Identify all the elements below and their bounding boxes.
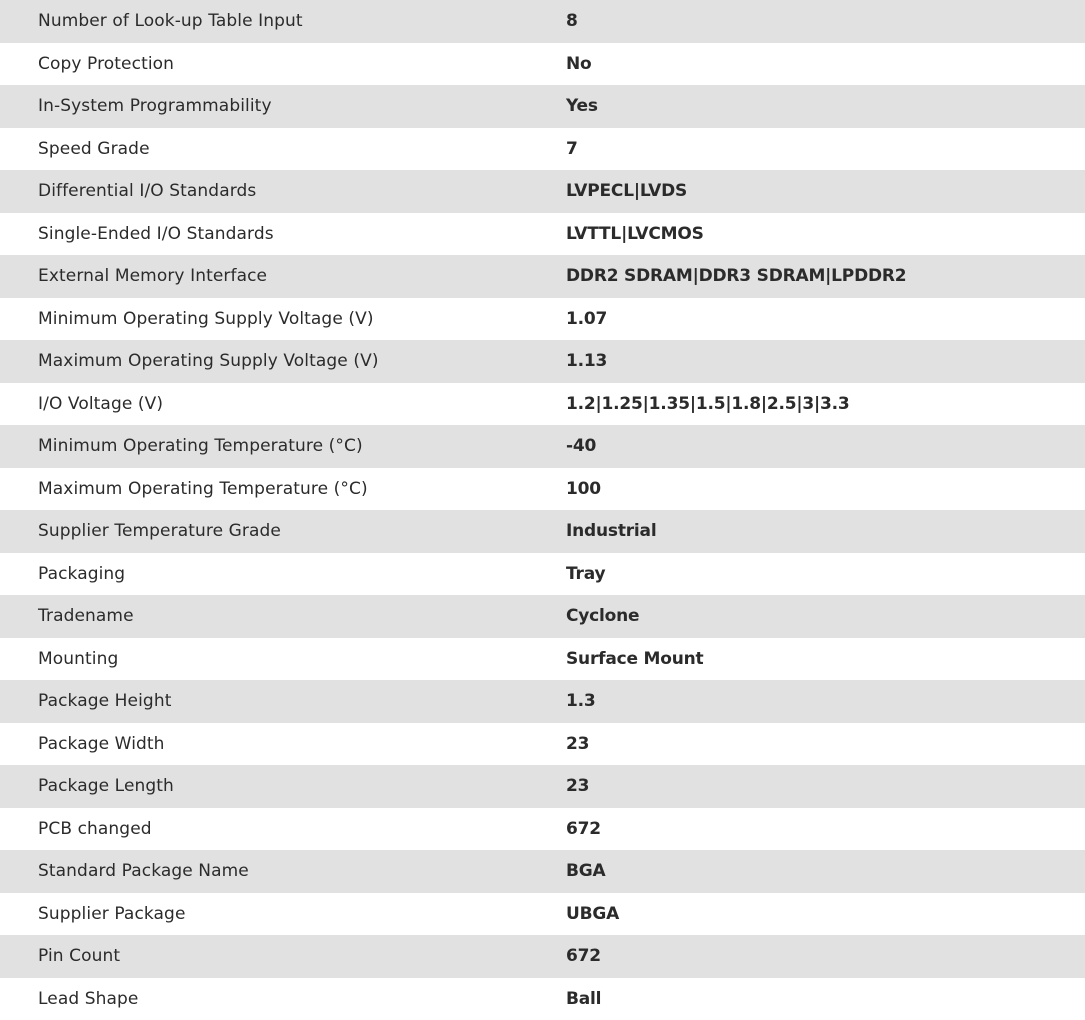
spec-label: Packaging [0,553,528,596]
spec-row [0,340,1085,383]
spec-row [0,170,1085,213]
spec-label: Minimum Operating Temperature (°C) [0,425,528,468]
spec-label: Number of Look-up Table Input [0,0,528,43]
spec-value: LVTTL|LVCMOS [528,213,1085,256]
spec-label: Standard Package Name [0,850,528,893]
spec-value: DDR2 SDRAM|DDR3 SDRAM|LPDDR2 [528,255,1085,298]
spec-value: No [528,43,1085,86]
spec-value: Surface Mount [528,638,1085,681]
spec-label: PCB changed [0,808,528,851]
spec-label: Supplier Package [0,893,528,936]
spec-label: Differential I/O Standards [0,170,528,213]
spec-row [0,595,1085,638]
spec-value: Tray [528,553,1085,596]
spec-value: Ball [528,978,1085,1020]
spec-row [0,383,1085,426]
spec-row [0,893,1085,936]
spec-value: 8 [528,0,1085,43]
spec-label: Single-Ended I/O Standards [0,213,528,256]
spec-value: Yes [528,85,1085,128]
spec-label: Minimum Operating Supply Voltage (V) [0,298,528,341]
spec-value: 23 [528,723,1085,766]
spec-label: Pin Count [0,935,528,978]
spec-row [0,425,1085,468]
spec-label: Speed Grade [0,128,528,171]
spec-label: External Memory Interface [0,255,528,298]
spec-row [0,255,1085,298]
spec-label: Copy Protection [0,43,528,86]
spec-value: 1.07 [528,298,1085,341]
spec-row [0,213,1085,256]
spec-row [0,765,1085,808]
spec-row [0,808,1085,851]
spec-value: 672 [528,808,1085,851]
spec-value: Industrial [528,510,1085,553]
spec-label: Mounting [0,638,528,681]
spec-value: UBGA [528,893,1085,936]
spec-label: In-System Programmability [0,85,528,128]
spec-row [0,0,1085,43]
spec-row [0,850,1085,893]
spec-value: 1.13 [528,340,1085,383]
spec-row [0,43,1085,86]
spec-value: 7 [528,128,1085,171]
spec-row [0,723,1085,766]
spec-row [0,935,1085,978]
spec-row [0,553,1085,596]
spec-value: 100 [528,468,1085,511]
spec-label: Package Height [0,680,528,723]
spec-value: 23 [528,765,1085,808]
spec-value: LVPECL|LVDS [528,170,1085,213]
spec-row [0,298,1085,341]
spec-row [0,85,1085,128]
spec-row [0,978,1085,1020]
spec-row [0,468,1085,511]
spec-label: Maximum Operating Supply Voltage (V) [0,340,528,383]
spec-label: Tradename [0,595,528,638]
spec-row [0,510,1085,553]
spec-label: Package Width [0,723,528,766]
spec-row [0,680,1085,723]
spec-row [0,638,1085,681]
spec-value: 672 [528,935,1085,978]
spec-label: Lead Shape [0,978,528,1020]
spec-row [0,128,1085,171]
spec-label: Package Length [0,765,528,808]
spec-value: Cyclone [528,595,1085,638]
spec-value: 1.3 [528,680,1085,723]
spec-label: Maximum Operating Temperature (°C) [0,468,528,511]
spec-value: 1.2|1.25|1.35|1.5|1.8|2.5|3|3.3 [528,383,1085,426]
spec-label: I/O Voltage (V) [0,383,528,426]
spec-label: Supplier Temperature Grade [0,510,528,553]
spec-value: BGA [528,850,1085,893]
spec-value: -40 [528,425,1085,468]
